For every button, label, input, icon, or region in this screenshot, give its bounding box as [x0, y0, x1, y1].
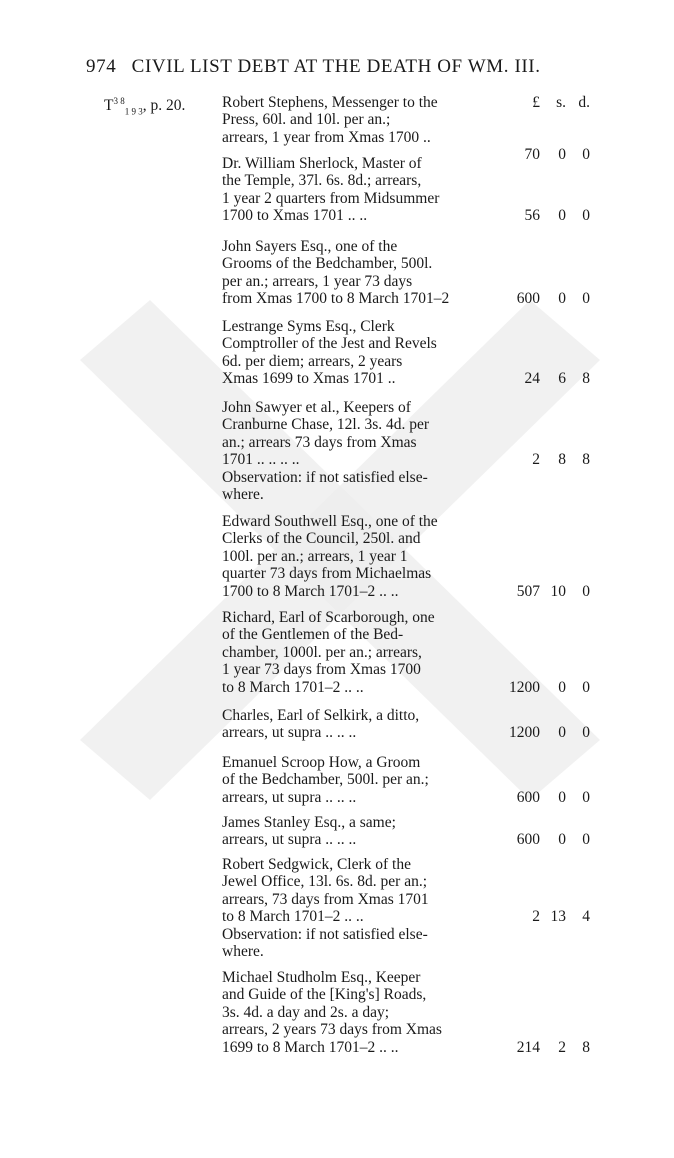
entry-line: Charles, Earl of Selkirk, a ditto, — [222, 707, 420, 724]
entry-line: quarter 73 days from Michaelmas — [222, 565, 432, 583]
entry-amount-shillings: 0 — [558, 145, 566, 163]
entry-text — [222, 707, 484, 742]
entry-line: from Xmas 1700 to 8 March 1701–2 — [222, 290, 450, 308]
entry-line: Jewel Office, 13l. 6s. 8d. per an.; — [222, 873, 428, 891]
entry-amount-shillings: 10 — [550, 582, 566, 600]
entry-line: Edward Southwell Esq., one of the — [222, 513, 438, 530]
entry-amount-shillings: 2 — [558, 1038, 566, 1056]
source-reference — [104, 96, 185, 116]
entry-amount-pence: 0 — [582, 678, 590, 696]
reference-suffix: , p. 20. — [142, 97, 186, 115]
entry-amount-shillings: 13 — [550, 908, 566, 926]
reference-sup: 3 8 — [113, 96, 125, 106]
entry-text — [222, 399, 484, 503]
entry-text — [222, 754, 484, 806]
entry-line: 1701 .. .. .. .. — [222, 451, 300, 469]
entry-line: an.; arrears 73 days from Xmas — [222, 433, 417, 451]
entry-line: to 8 March 1701–2 .. .. — [222, 678, 364, 696]
entry-amount-pence: 8 — [582, 451, 590, 469]
entry-line: arrears, ut supra .. .. .. — [222, 724, 357, 742]
running-header — [86, 56, 541, 78]
entry-amount-pence: 8 — [582, 1038, 590, 1056]
entry-text — [222, 238, 484, 308]
entry-amount-pounds: 600 — [516, 290, 540, 308]
entry-line: Robert Stephens, Messenger to the — [222, 94, 438, 111]
entry-text — [222, 155, 484, 225]
entry-amount-shillings: 0 — [558, 678, 566, 696]
entry-amount-shillings: 0 — [558, 207, 566, 225]
entry-amount-pounds: 56 — [524, 207, 540, 225]
entry-text — [222, 814, 484, 849]
entry-line: arrears, 73 days from Xmas 1701 — [222, 890, 429, 908]
entry-amount-pence: 0 — [582, 724, 590, 742]
entry-amount-shillings: 0 — [558, 831, 566, 849]
entry-line: of the Gentlemen of the Bed- — [222, 626, 404, 644]
entry-text — [222, 969, 484, 1056]
entry-amount-pence: 0 — [582, 831, 590, 849]
entry-line: Michael Studholm Esq., Keeper — [222, 969, 421, 986]
entry-amount-pounds: 2 — [532, 451, 540, 469]
entry-text — [222, 94, 484, 146]
entry-line: arrears, 2 years 73 days from Xmas — [222, 1021, 442, 1039]
entry-amount-pence: 0 — [582, 207, 590, 225]
entry-amount-pounds: 600 — [516, 831, 540, 849]
entry-amount-pounds: 70 — [524, 145, 540, 163]
entry-amount-pence: 0 — [582, 145, 590, 163]
column-header-pence: d. — [578, 94, 590, 111]
entry-line: Dr. William Sherlock, Master of — [222, 155, 422, 172]
entry-text — [222, 609, 484, 696]
entry-text — [222, 513, 484, 600]
entry-amount-shillings: 0 — [558, 788, 566, 806]
entry-line: 1 year 73 days from Xmas 1700 — [222, 661, 421, 679]
page-number: 974 — [86, 56, 117, 77]
entry-line: arrears, ut supra .. .. .. — [222, 788, 357, 806]
entry-line: Emanuel Scroop How, a Groom — [222, 754, 421, 771]
entry-line: arrears, 1 year from Xmas 1700 .. — [222, 128, 431, 146]
entry-amount-pence: 0 — [582, 290, 590, 308]
entry-line: Robert Sedgwick, Clerk of the — [222, 856, 411, 873]
reference-prefix: T — [104, 97, 114, 115]
entry-line: 6d. per diem; arrears, 2 years — [222, 352, 403, 370]
entry-amount-pence: 8 — [582, 370, 590, 388]
entry-line: John Sawyer et al., Keepers of — [222, 399, 411, 416]
entry-line: Observation: if not satisfied else- — [222, 468, 428, 486]
entry-amount-shillings: 8 — [558, 451, 566, 469]
entry-line: James Stanley Esq., a same; — [222, 814, 396, 831]
entry-line: Press, 60l. and 10l. per an.; — [222, 111, 391, 129]
entry-line: 1 year 2 quarters from Midsummer — [222, 189, 440, 207]
entry-line: per an.; arrears, 1 year 73 days — [222, 272, 413, 290]
entry-line: Xmas 1699 to Xmas 1701 .. — [222, 370, 396, 388]
entry-line: Grooms of the Bedchamber, 500l. — [222, 255, 433, 273]
entry-amount-shillings: 6 — [558, 370, 566, 388]
entry-line: where. — [222, 943, 264, 961]
page-title: CIVIL LIST DEBT AT THE DEATH OF WM. III. — [131, 56, 541, 77]
entry-line: Observation: if not satisfied else- — [222, 925, 428, 943]
reference-sub: 1 9 3 — [124, 106, 143, 117]
entry-amount-pence: 4 — [582, 908, 590, 926]
entry-amount-pounds: 1200 — [509, 724, 540, 742]
entry-line: Comptroller of the Jest and Revels — [222, 335, 437, 353]
entry-line: 100l. per an.; arrears, 1 year 1 — [222, 547, 408, 565]
entry-line: Lestrange Syms Esq., Clerk — [222, 318, 395, 335]
column-header-shillings: s. — [556, 94, 566, 111]
entry-amount-shillings: 0 — [558, 290, 566, 308]
entry-amount-pounds: 2 — [532, 908, 540, 926]
entry-amount-pounds: 24 — [524, 370, 540, 388]
column-header-pounds: £ — [532, 94, 540, 111]
entry-amount-pounds: 214 — [516, 1038, 540, 1056]
entry-line: 1700 to Xmas 1701 .. .. — [222, 207, 368, 225]
entry-text — [222, 856, 484, 960]
entry-line: Richard, Earl of Scarborough, one — [222, 609, 435, 626]
entry-line: John Sayers Esq., one of the — [222, 238, 398, 255]
entry-line: the Temple, 37l. 6s. 8d.; arrears, — [222, 172, 422, 190]
entry-line: 1699 to 8 March 1701–2 .. .. — [222, 1038, 399, 1056]
entry-amount-pounds: 1200 — [509, 678, 540, 696]
entry-amount-pounds: 507 — [516, 582, 540, 600]
entry-amount-pence: 0 — [582, 788, 590, 806]
entry-amount-shillings: 0 — [558, 724, 566, 742]
entry-line: Clerks of the Council, 250l. and — [222, 530, 421, 548]
entry-amount-pounds: 600 — [516, 788, 540, 806]
entry-line: of the Bedchamber, 500l. per an.; — [222, 771, 429, 789]
entry-line: chamber, 1000l. per an.; arrears, — [222, 643, 422, 661]
entry-line: where. — [222, 486, 264, 504]
entry-line: arrears, ut supra .. .. .. — [222, 831, 357, 849]
entry-line: and Guide of the [King's] Roads, — [222, 986, 427, 1004]
entry-line: 3s. 4d. a day and 2s. a day; — [222, 1003, 390, 1021]
entry-line: to 8 March 1701–2 .. .. — [222, 908, 364, 926]
entry-text — [222, 318, 484, 388]
entry-line: Cranburne Chase, 12l. 3s. 4d. per — [222, 416, 430, 434]
entry-line: 1700 to 8 March 1701–2 .. .. — [222, 582, 399, 600]
entry-amount-pence: 0 — [582, 582, 590, 600]
